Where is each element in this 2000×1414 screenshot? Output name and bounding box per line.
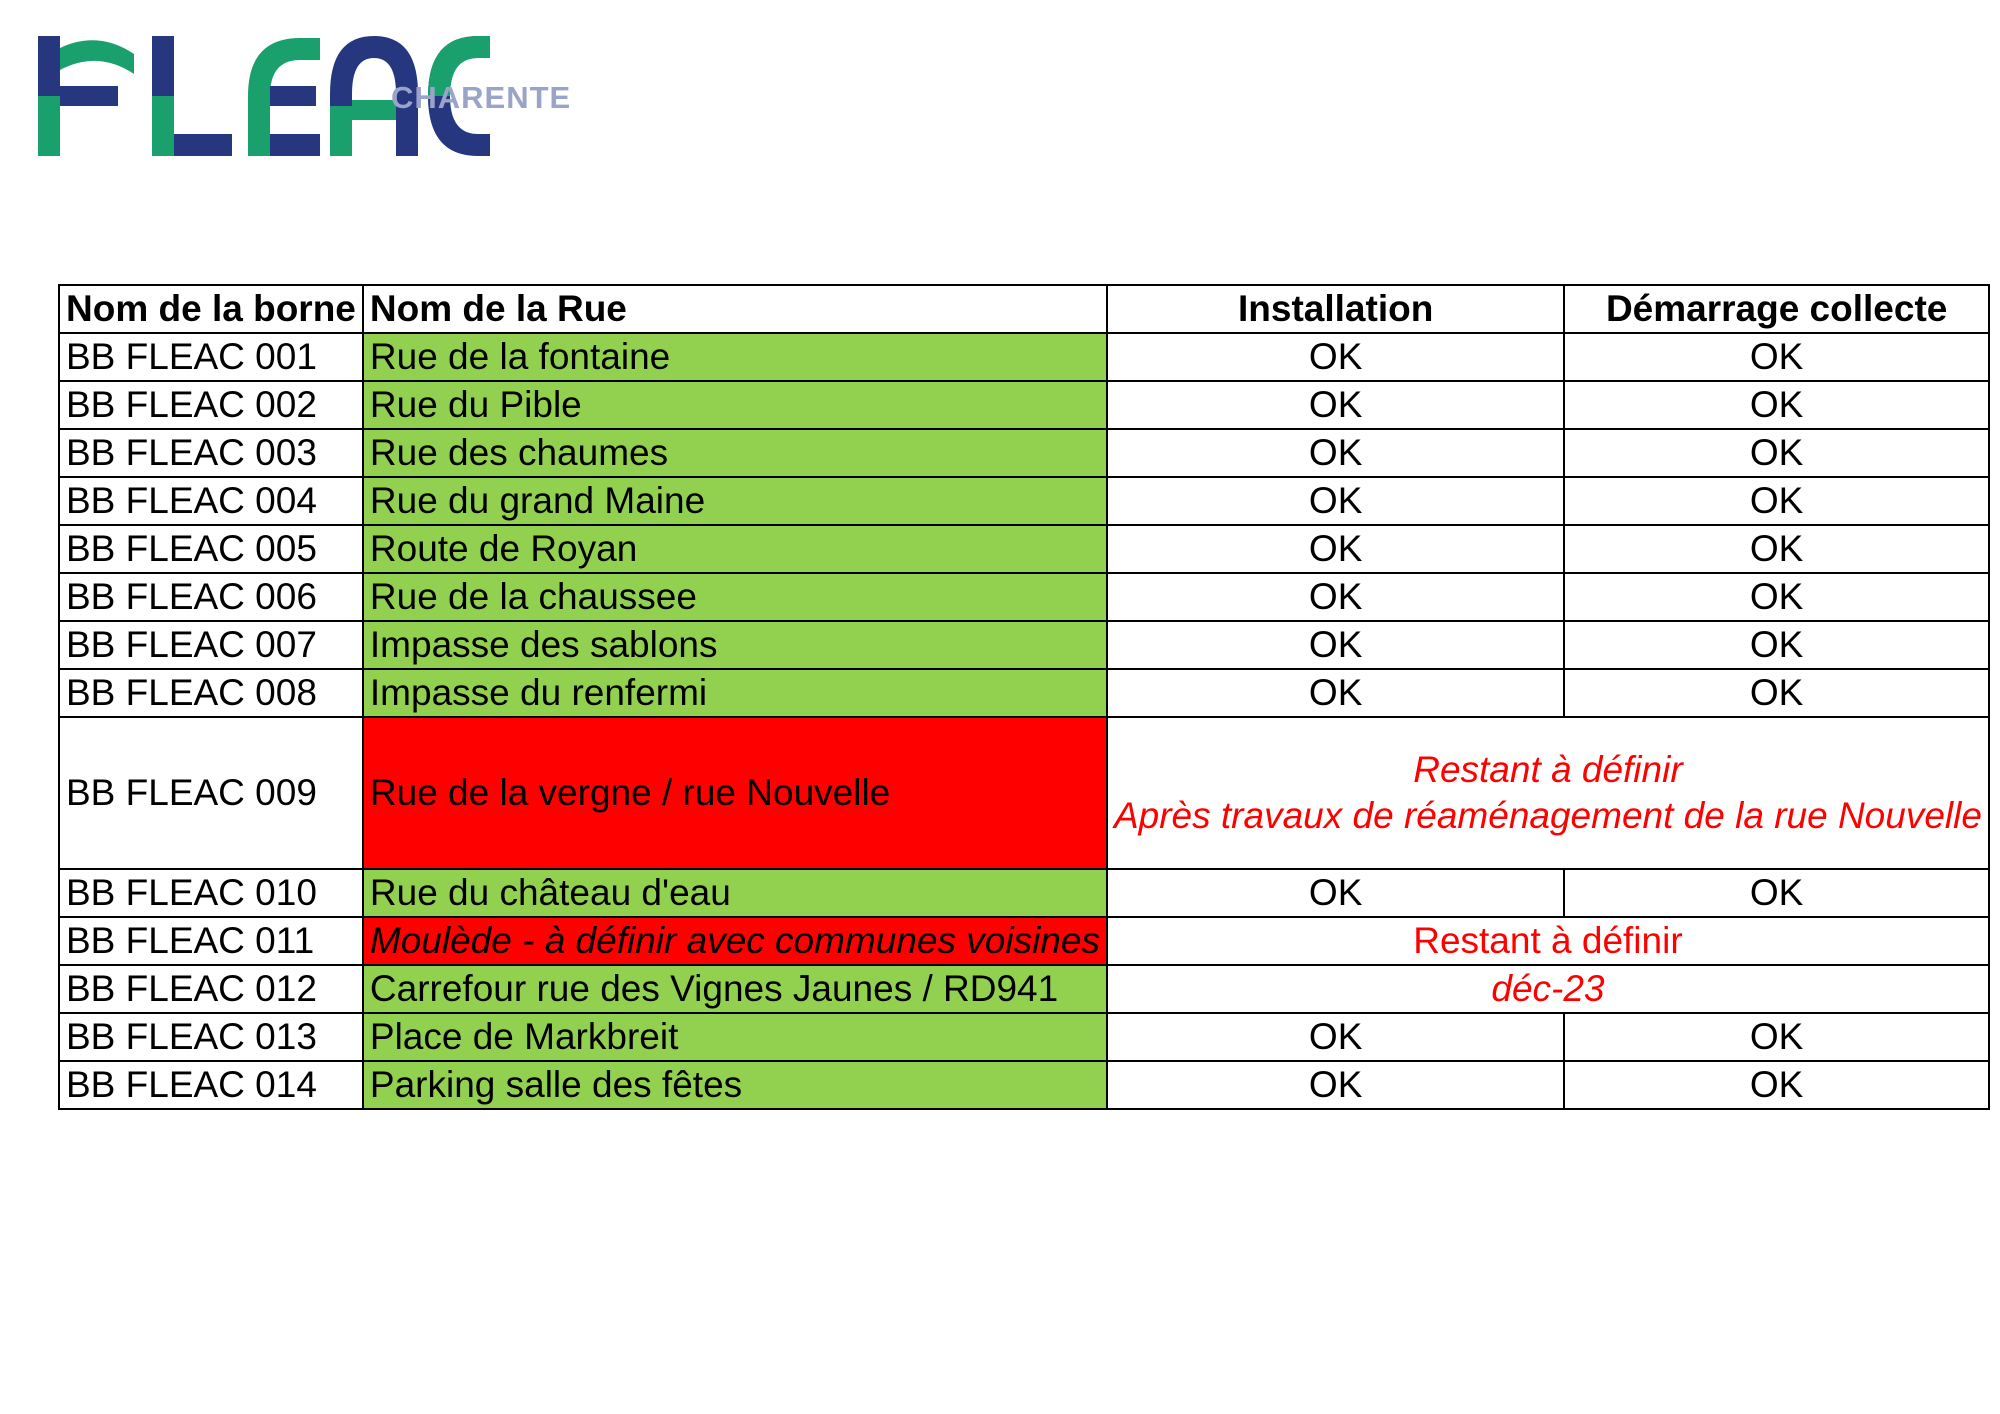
pending-note-cell: Restant à définir [1107,917,1989,965]
borne-cell: BB FLEAC 012 [59,965,363,1013]
rue-cell: Rue du grand Maine [363,477,1107,525]
installation-cell: OK [1107,573,1564,621]
bornes-table [58,284,1990,1110]
table-row [59,965,1989,1013]
table-row [59,917,1989,965]
table-row [59,573,1989,621]
borne-cell: BB FLEAC 013 [59,1013,363,1061]
installation-cell: OK [1107,621,1564,669]
rue-cell: Route de Royan [363,525,1107,573]
table-row [59,1013,1989,1061]
table-row [59,477,1989,525]
rue-cell: Rue des chaumes [363,429,1107,477]
pending-note-cell [1107,717,1989,869]
pending-note-cell: déc-23 [1107,965,1989,1013]
rue-cell: Rue du Pible [363,381,1107,429]
table-row [59,333,1989,381]
demarrage-cell: OK [1564,621,1989,669]
borne-cell: BB FLEAC 003 [59,429,363,477]
demarrage-cell: OK [1564,429,1989,477]
table-row [59,525,1989,573]
installation-cell: OK [1107,1061,1564,1109]
borne-cell: BB FLEAC 014 [59,1061,363,1109]
borne-cell: BB FLEAC 001 [59,333,363,381]
rue-cell: Impasse du renfermi [363,669,1107,717]
installation-cell: OK [1107,381,1564,429]
header-demarrage: Démarrage collecte [1564,285,1989,333]
header-borne: Nom de la borne [59,285,363,333]
table-row [59,717,1989,869]
borne-cell: BB FLEAC 008 [59,669,363,717]
demarrage-cell: OK [1564,669,1989,717]
rue-cell: Rue de la chaussee [363,573,1107,621]
table-row [59,869,1989,917]
borne-cell: BB FLEAC 005 [59,525,363,573]
rue-cell: Impasse des sablons [363,621,1107,669]
borne-cell: BB FLEAC 010 [59,869,363,917]
demarrage-cell: OK [1564,573,1989,621]
rue-cell: Rue de la vergne / rue Nouvelle [363,717,1107,869]
installation-cell: OK [1107,669,1564,717]
pending-note-line: Après travaux de réaménagement de la rue Nouvelle [1113,795,1982,836]
logo-subtitle: CHARENTE [391,80,572,115]
demarrage-cell: OK [1564,869,1989,917]
table-row [59,429,1989,477]
installation-cell: OK [1107,477,1564,525]
rue-cell: Rue du château d'eau [363,869,1107,917]
borne-cell: BB FLEAC 004 [59,477,363,525]
installation-cell: OK [1107,525,1564,573]
borne-cell: BB FLEAC 009 [59,717,363,869]
rue-cell: Place de Markbreit [363,1013,1107,1061]
rue-cell: Moulède - à définir avec communes voisines [363,917,1107,965]
demarrage-cell: OK [1564,1013,1989,1061]
header-installation: Installation [1107,285,1564,333]
borne-cell: BB FLEAC 011 [59,917,363,965]
borne-cell: BB FLEAC 006 [59,573,363,621]
installation-cell: OK [1107,429,1564,477]
rue-cell: Parking salle des fêtes [363,1061,1107,1109]
table-row [59,669,1989,717]
installation-cell: OK [1107,1013,1564,1061]
borne-cell: BB FLEAC 007 [59,621,363,669]
demarrage-cell: OK [1564,477,1989,525]
table-row [59,1061,1989,1109]
installation-cell: OK [1107,869,1564,917]
rue-cell: Carrefour rue des Vignes Jaunes / RD941 [363,965,1107,1013]
installation-cell: OK [1107,333,1564,381]
demarrage-cell: OK [1564,381,1989,429]
rue-cell: Rue de la fontaine [363,333,1107,381]
demarrage-cell: OK [1564,333,1989,381]
table-row [59,381,1989,429]
table-header-row [59,285,1989,333]
borne-cell: BB FLEAC 002 [59,381,363,429]
demarrage-cell: OK [1564,1061,1989,1109]
table-row [59,621,1989,669]
pending-note-line: Restant à définir [1413,749,1683,790]
demarrage-cell: OK [1564,525,1989,573]
header-rue: Nom de la Rue [363,285,1107,333]
